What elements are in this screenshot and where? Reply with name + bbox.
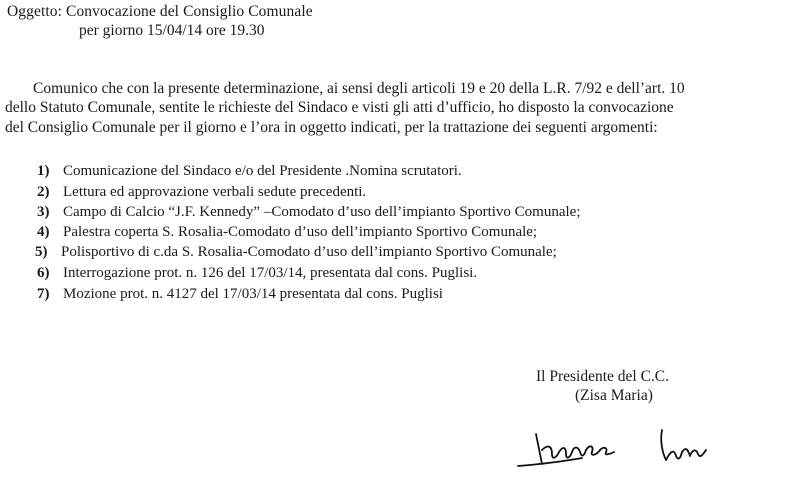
subject-date-line: per giorno 15/04/14 ore 19.30 (79, 22, 265, 39)
agenda-item-number: 6) (37, 265, 50, 281)
agenda-item-number: 7) (37, 286, 50, 302)
handwritten-signature (512, 420, 722, 476)
agenda-item-number: 3) (37, 204, 50, 220)
signatory-name: (Zisa Maria) (575, 387, 653, 404)
agenda-item (35, 244, 557, 261)
agenda-item (37, 224, 537, 241)
agenda-item (37, 184, 366, 201)
agenda-item-number: 1) (37, 163, 50, 179)
intro-paragraph-line-2: dello Statuto Comunale, sentite le richieste del Sindaco e visti gli atti d’ufficio, ho disposto la convocazione (5, 99, 674, 116)
agenda-item-number: 2) (37, 184, 50, 200)
agenda-item-text: Polisportivo di c.da S. Rosalia-Comodato d’uso dell’impianto Sportivo Comunale; (61, 244, 557, 260)
agenda-item (37, 286, 443, 303)
agenda-item-text: Campo di Calcio “J.F. Kennedy” –Comodato d’uso dell’impianto Sportivo Comunale; (63, 204, 581, 220)
intro-paragraph-line-3: del Consiglio Comunale per il giorno e l’ora in oggetto indicati, per la trattazione dei seguenti argomenti: (5, 119, 658, 136)
signatory-role: Il Presidente del C.C. (536, 368, 670, 385)
agenda-item-text: Interrogazione prot. n. 126 del 17/03/14, presentata dal cons. Puglisi. (63, 265, 478, 281)
agenda-item-text: Mozione prot. n. 4127 del 17/03/14 presentata dal cons. Puglisi (63, 286, 443, 302)
agenda-item (37, 204, 581, 221)
agenda-item-number: 5) (35, 244, 48, 260)
subject-line: Oggetto: Convocazione del Consiglio Comunale (7, 3, 313, 20)
agenda-item-text: Comunicazione del Sindaco e/o del Presidente .Nomina scrutatori. (63, 163, 462, 179)
agenda-item (37, 163, 462, 180)
agenda-item (37, 265, 477, 282)
intro-paragraph-line-1: Comunico che con la presente determinazione, ai sensi degli articoli 19 e 20 della L.R. 7/92 e dell’art. 10 (33, 80, 685, 97)
agenda-item-number: 4) (37, 224, 50, 240)
agenda-item-text: Lettura ed approvazione verbali sedute precedenti. (63, 184, 367, 200)
agenda-item-text: Palestra coperta S. Rosalia-Comodato d’uso dell’impianto Sportivo Comunale; (63, 224, 538, 240)
